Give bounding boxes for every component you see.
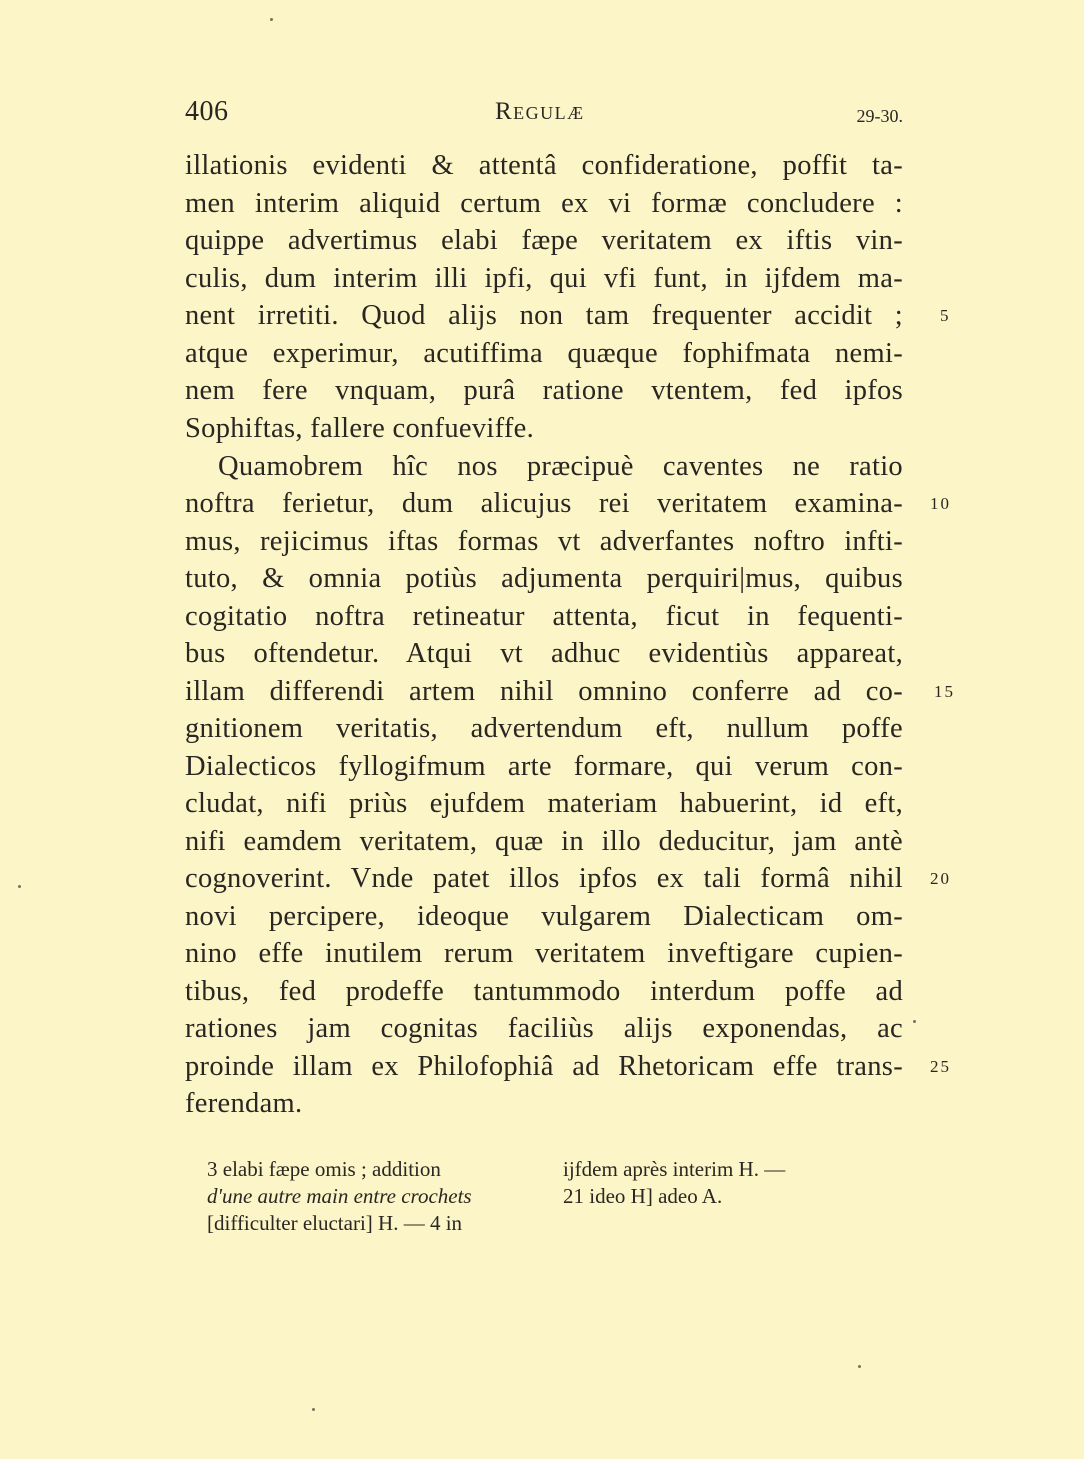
text-line: cogitatio noftra retineatur attenta, ficut in fequenti- xyxy=(185,601,903,632)
text-line: nent irretiti. Quod alijs non tam frequenter accidit ; xyxy=(185,300,903,331)
paper-speck xyxy=(312,1408,315,1411)
line-number: 25 xyxy=(930,1057,951,1076)
line-number: 5 xyxy=(940,306,951,325)
text-line: ferendam. xyxy=(185,1088,303,1119)
text-line: atque experimur, acutiffima quæque fophifmata nemi- xyxy=(185,338,903,369)
footnote-line: 3 elabi fæpe omis ; addition xyxy=(207,1157,441,1181)
paper-speck xyxy=(270,18,273,21)
text-line: men interim aliquid certum ex vi formæ concludere : xyxy=(185,188,903,219)
text-line: culis, dum interim illi ipfi, qui vfi funt, in ijfdem ma- xyxy=(185,263,903,294)
text-line: quippe advertimus elabi fæpe veritatem ex iftis vin- xyxy=(185,225,903,256)
text-line: mus, rejicimus iftas formas vt adverfantes noftro infti- xyxy=(185,526,903,557)
text-line: illam differendi artem nihil omnino conferre ad co- xyxy=(185,676,903,707)
text-line: noftra ferietur, dum alicujus rei veritatem examina- xyxy=(185,488,903,519)
text-line: proinde illam ex Philofophiâ ad Rhetoricam effe trans- xyxy=(185,1051,903,1082)
text-line: Dialecticos fyllogifmum arte formare, qui verum con- xyxy=(185,751,903,782)
paper-speck xyxy=(18,885,21,888)
text-line: bus oftendetur. Atqui vt adhuc evidentiùs appareat, xyxy=(185,638,903,669)
text-line: cludat, nifi priùs ejufdem materiam habuerint, id eft, xyxy=(185,788,903,819)
section-range: 29-30. xyxy=(856,106,903,126)
footnote-column-right xyxy=(563,1156,905,1210)
text-line: illationis evidenti & attentâ confideratione, poffit ta- xyxy=(185,150,903,181)
page-number: 406 xyxy=(185,96,229,127)
text-line: tuto, & omnia potiùs adjumenta perquiri|mus, quibus xyxy=(185,563,903,594)
page-header xyxy=(185,96,903,136)
text-line: cognoverint. Vnde patet illos ipfos ex tali formâ nihil xyxy=(185,863,903,894)
line-number: 20 xyxy=(930,869,951,888)
text-line: rationes jam cognitas faciliùs alijs exponendas, ac xyxy=(185,1013,903,1044)
text-line: Quamobrem hîc nos præcipuè caventes ne ratio xyxy=(218,451,903,482)
footnote-line: d'une autre main entre crochets xyxy=(207,1184,472,1208)
text-line: tibus, fed prodeffe tantummodo interdum poffe ad xyxy=(185,976,903,1007)
paper-speck xyxy=(913,1020,916,1023)
footnote-column-left xyxy=(207,1156,557,1237)
text-line: Sophiftas, fallere confueviffe. xyxy=(185,413,535,444)
text-line: nem fere vnquam, purâ ratione vtentem, fed ipfos xyxy=(185,375,903,406)
paper-speck xyxy=(858,1365,861,1368)
line-number: 15 xyxy=(934,682,955,701)
footnote-line: [difficulter eluctari] H. — 4 in xyxy=(207,1211,463,1235)
text-line: nifi eamdem veritatem, quæ in illo deducitur, jam antè xyxy=(185,826,903,857)
text-line: nino effe inutilem rerum veritatem inveftigare cupien- xyxy=(185,938,903,969)
footnote-line: 21 ideo H] adeo A. xyxy=(563,1184,723,1208)
text-line: novi percipere, ideoque vulgarem Dialecticam om- xyxy=(185,901,903,932)
running-title: Regulæ xyxy=(495,98,585,125)
line-number: 10 xyxy=(930,494,951,513)
footnote-line: ijfdem après interim H. — xyxy=(563,1157,786,1181)
text-line: gnitionem veritatis, advertendum eft, nullum poffe xyxy=(185,713,903,744)
